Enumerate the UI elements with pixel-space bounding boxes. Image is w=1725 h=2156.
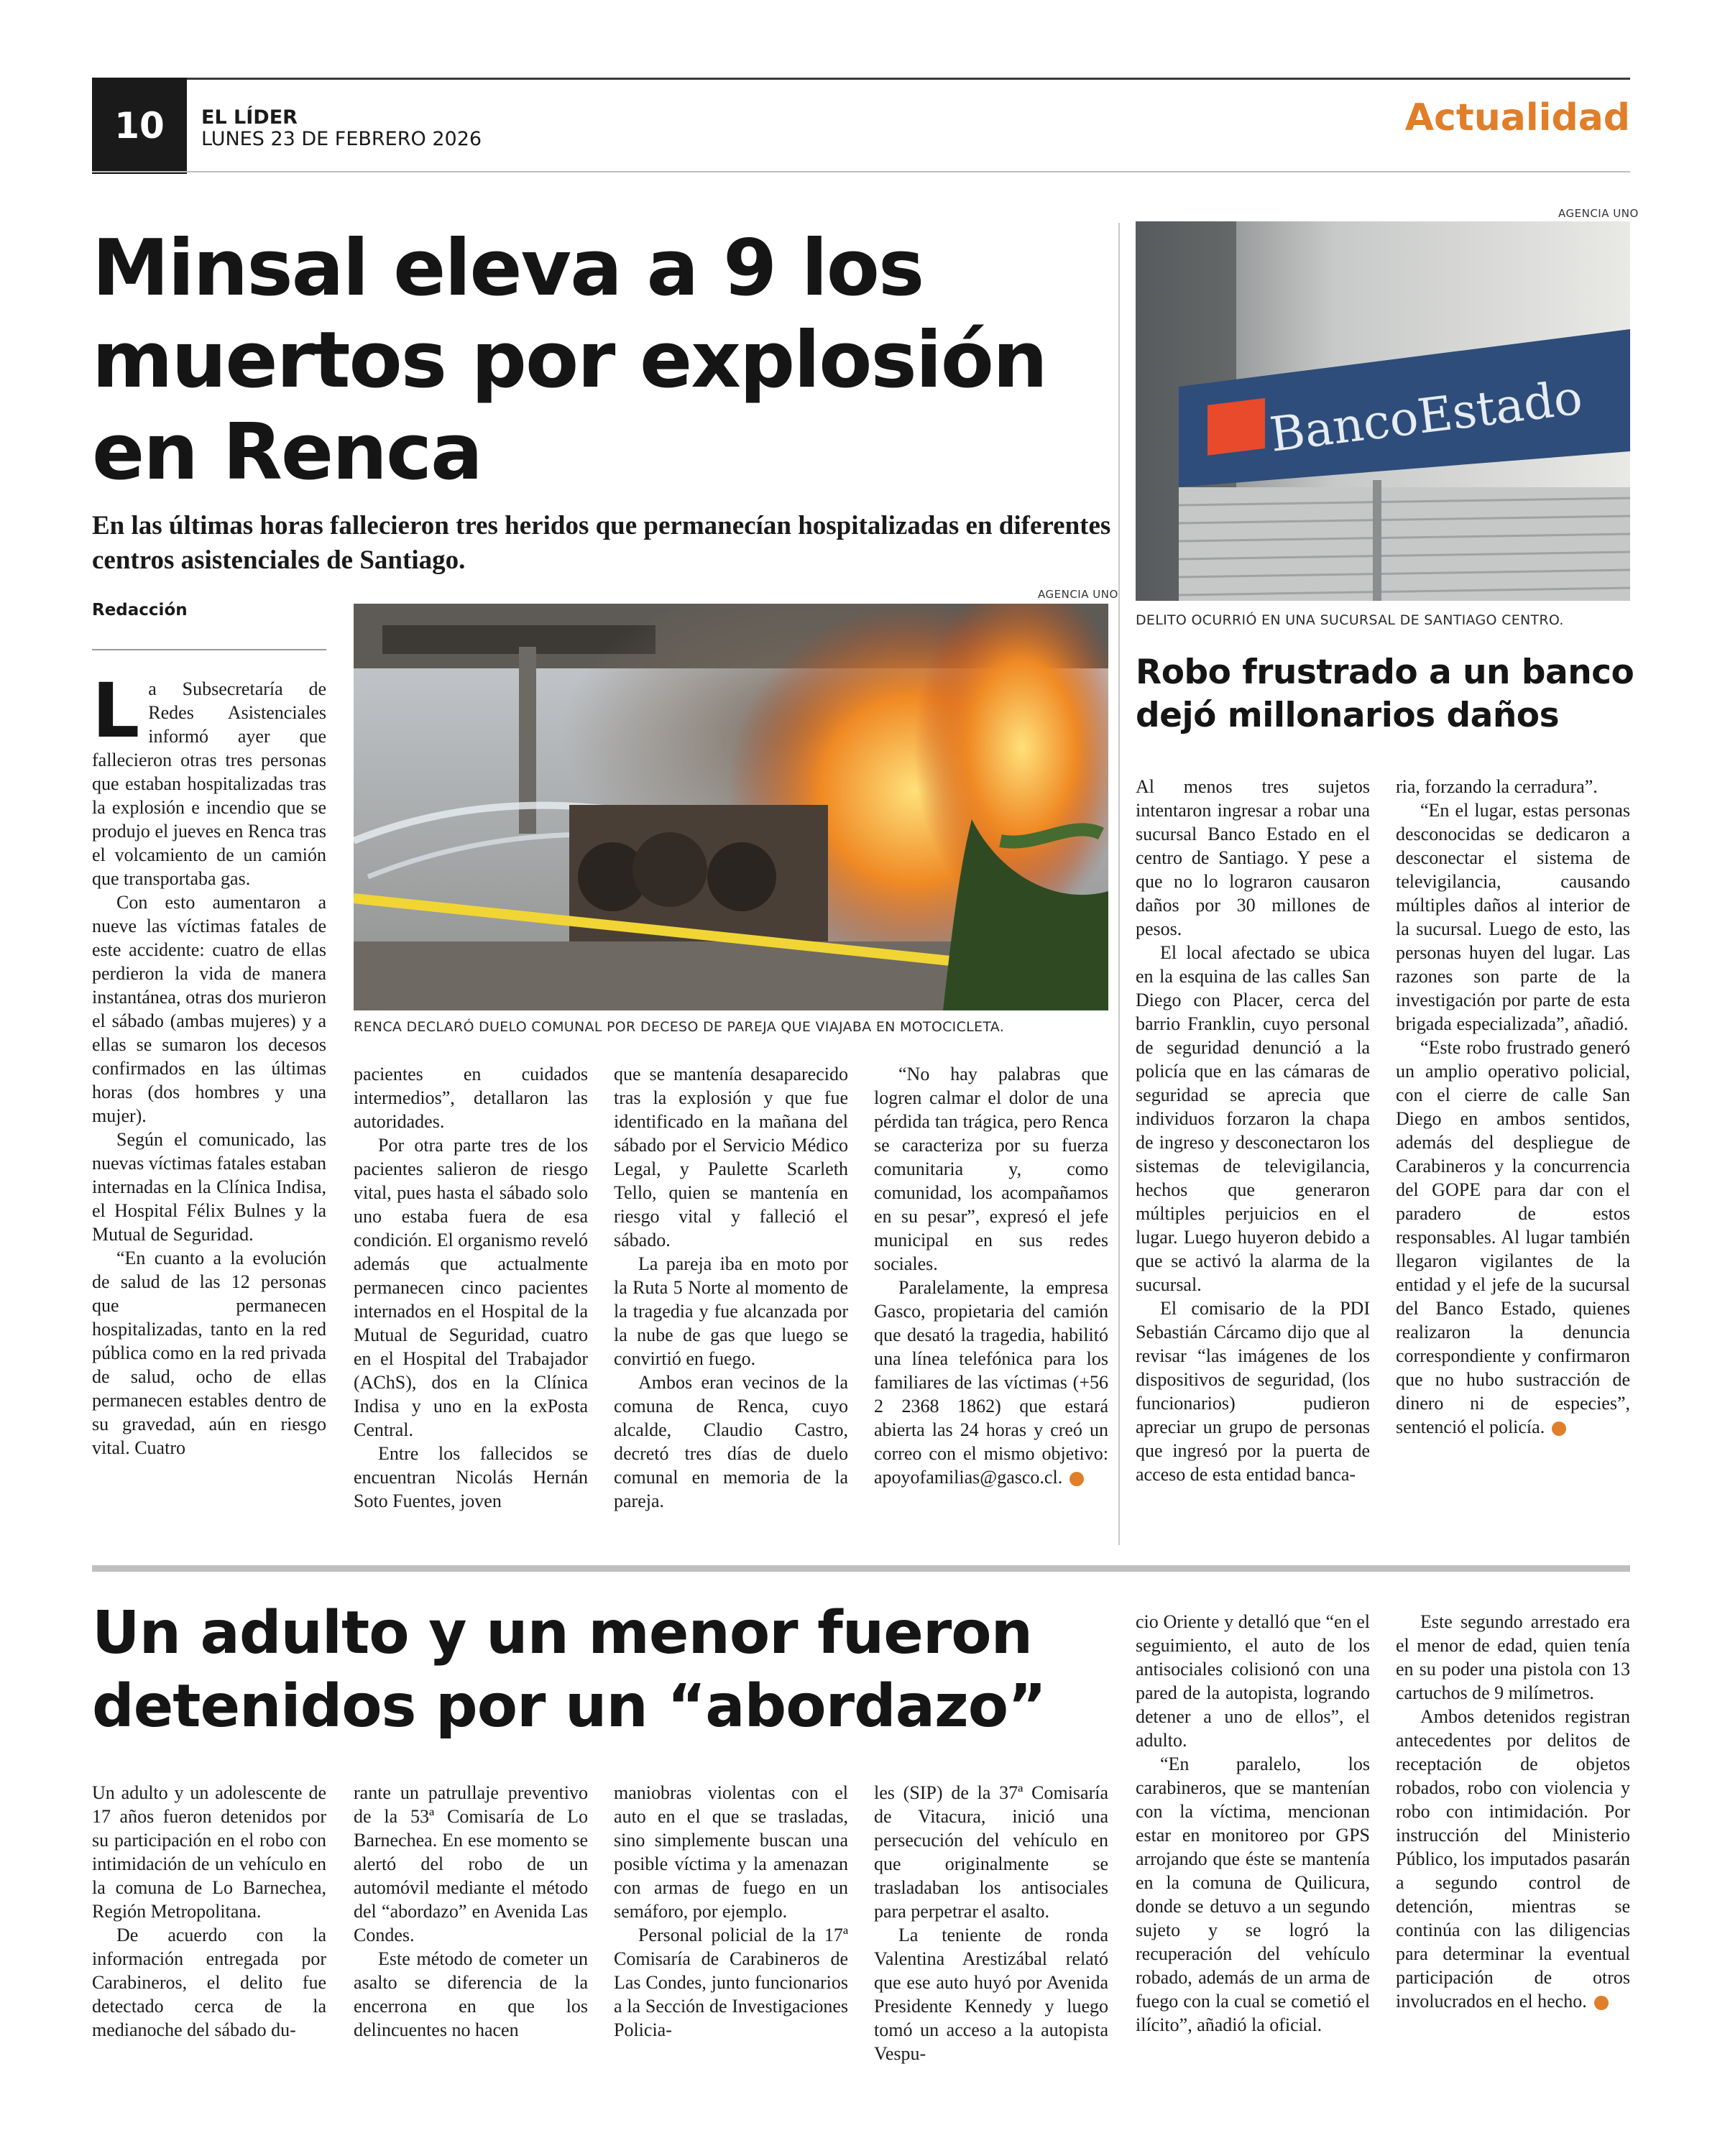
side-column-2	[1396, 775, 1630, 1439]
side-col1-para-3: El comisario de la PDI Sebastián Cárcamo dijo que al revisar “las imágenes de los dispositivos de seguridad, (los funcionarios) pudieron apreciar un grupo de personas que ingresó por la puerta de acceso de esta entidad banca-	[1136, 1298, 1370, 1485]
main-col3-para-1: que se mantenía desaparecido tras la explosión y que fue identificado en la mañana del sábado por el Servicio Médico Legal, y Paulette Scarleth Tello, quien se mantenía en riesgo vital y falleció el sábado.	[614, 1064, 848, 1250]
bank-photo-credit: AGENCIA UNO	[1558, 207, 1639, 220]
main-col3-para-3: Ambos eran vecinos de la comuna de Renca, cuyo alcalde, Claudio Castro, decretó tres días de duelo comunal en memoria de la pareja.	[614, 1372, 848, 1511]
main-column-1	[92, 667, 326, 1460]
top-rule	[92, 78, 1630, 80]
bottom-col2-para-1: rante un patrullaje preventivo de la 53ª Comisaría de Lo Barnechea. En ese momento se alertó del robo de un automóvil mediante el método del “abordazo” en Avenida Las Condes.	[354, 1782, 588, 1945]
main-photo-caption: RENCA DECLARÓ DUELO COMUNAL POR DECESO DE PAREJA QUE VIAJABA EN MOTOCICLETA.	[354, 1019, 1005, 1035]
bottom-col1-para-1: Un adulto y un adolescente de 17 años fueron detenidos por su participación en el robo con intimidación de un vehículo en la comuna de Lo Barnechea, Región Metropolitana.	[92, 1782, 326, 1922]
publication-name: EL LÍDER	[201, 106, 298, 129]
bottom-col6-para-1: Este segundo arrestado era el menor de edad, quien tenía en su poder una pistola con 13 cartuchos de 9 milímetros.	[1396, 1611, 1630, 1703]
bank-photo-caption: DELITO OCURRIÓ EN UNA SUCURSAL DE SANTIAGO CENTRO.	[1136, 612, 1564, 628]
drop-cap: L	[92, 667, 140, 755]
end-mark-icon: ✚	[1594, 1996, 1609, 2010]
bottom-col5-para-2: “En paralelo, los carabineros, que se mantenían con la víctima, mencionan estar en monitoreo por GPS arrojando que éste se mantenía en la comuna de Quilicura, donde se detuvo a un segundo sujeto y se logró la recuperación del vehículo robado, además de un arma de fuego con la cual se cometió el ilícito”, añadió la oficial.	[1136, 1754, 1370, 2035]
main-col3-para-2: La pareja iba en moto por la Ruta 5 Norte al momento de la tragedia y fue alcanzada por la nube de gas que luego se convirtió en fuego.	[614, 1253, 848, 1369]
main-photo-credit: AGENCIA UNO	[1038, 588, 1118, 601]
main-col4-para-2: Paralelamente, la empresa Gasco, propietaria del camión que desató la tragedia, habilitó una línea telefónica para los familiares de las víctimas (+56 2 2368 1862) que estará abierta las 24 horas y creó un correo con el mismo objetivo: apoyofamilias@gasco.cl. ✚	[874, 1277, 1108, 1488]
main-column-2	[354, 1062, 588, 1513]
section-divider	[92, 1565, 1630, 1572]
side-column-1	[1136, 775, 1370, 1486]
bottom-column-5	[1136, 1610, 1370, 2037]
bank-sign-text: BancoEstado	[1266, 369, 1586, 463]
main-column-3	[614, 1062, 848, 1513]
bottom-column-1	[92, 1781, 326, 2042]
bottom-col5-para-1: cio Oriente y detalló que “en el seguimiento, el auto de los antisociales colisionó con una pared de la autopista, logrando detener a uno de ellos”, el adulto.	[1136, 1611, 1370, 1751]
page-number: 10	[92, 78, 187, 174]
bottom-col4-para-2: La teniente de ronda Valentina Arestizábal relató que ese auto huyó por Avenida Presidente Kennedy y luego tomó un acceso a la autopista Vespu-	[874, 1925, 1108, 2064]
side-col1-para-1: Al menos tres sujetos intentaron ingresar a robar una sucursal Banco Estado en el centro de Santiago. Y pese a que no lo lograron causaron daños por 30 millones de pesos.	[1136, 776, 1370, 939]
main-deck: En las últimas horas fallecieron tres heridos que permanecían hospitalizadas en diferentes centros asistenciales de Santiago.	[92, 511, 1111, 575]
main-col1-para-1: La Subsecretaría de Redes Asistenciales informó ayer que fallecieron otras tres personas que estaban hospitalizadas tras la explosión e incendio que se produjo el jueves en Renca tras el volcamiento de un camión que transportaba gas.	[92, 667, 326, 889]
bottom-col3-para-1: maniobras violentas con el auto en el que se trasladas, sino simplemente buscan una posible víctima y la amenazan con armas de fuego en un semáforo, por ejemplo.	[614, 1782, 848, 1922]
bottom-headline: Un adulto y un menor fueron detenidos por un “abordazo”	[92, 1599, 1046, 1741]
bottom-col2-para-2: Este método de cometer un asalto se diferencia de la encerrona en que los delincuentes no hacen	[354, 1948, 588, 2040]
bottom-col3-para-2: Personal policial de la 17ª Comisaría de Carabineros de Las Condes, junto funcionarios a la Sección de Investigaciones Policia-	[614, 1925, 848, 2040]
main-column-4	[874, 1062, 1108, 1489]
byline-rule	[92, 649, 326, 650]
bottom-column-2	[354, 1781, 588, 2042]
main-col2-para-1: pacientes en cuidados intermedios”, detallaron las autoridades.	[354, 1064, 588, 1132]
column-separator	[1118, 223, 1120, 1545]
header-rule	[92, 171, 1630, 172]
main-col2-para-2: Por otra parte tres de los pacientes salieron de riesgo vital, pues hasta el sábado solo uno estaba fuera de esa condición. El organismo reveló además que actualmente permanecen cinco pacientes internados en el Hospital de la Mutual de Seguridad, cuatro en el Hospital del Trabajador (AChS), dos en la Clínica Indisa y uno en la exPosta Central.	[354, 1135, 588, 1440]
explosion-photo	[354, 604, 1108, 1010]
main-col2-para-3: Entre los fallecidos se encuentran Nicolás Hernán Soto Fuentes, joven	[354, 1443, 588, 1511]
publication-date: LUNES 23 DE FEBRERO 2026	[201, 128, 482, 150]
explosion-photo-image	[354, 604, 1108, 1010]
bottom-column-6	[1396, 1610, 1630, 2013]
main-headline: Minsal eleva a 9 los muertos por explosión en Renca	[92, 224, 1046, 497]
bottom-col4-para-1: les (SIP) de la 37ª Comisaría de Vitacura, inició una persecución del vehículo en que originalmente se trasladaban los antisociales para perpetrar el asalto.	[874, 1782, 1108, 1922]
bank-photo	[1136, 221, 1630, 601]
bottom-col1-para-2: De acuerdo con la información entregada por Carabineros, el delito fue detectado cerca de la medianoche del sábado du-	[92, 1925, 326, 2040]
bottom-column-4	[874, 1781, 1108, 2065]
section-label: Actualidad	[1404, 96, 1630, 139]
side-col1-para-2: El local afectado se ubica en la esquina de las calles San Diego con Placer, cerca del barrio Franklin, cuyo personal de seguridad denunció a la policía que en las cámaras de seguridad se aprecia que individuos forzaron la chapa de ingreso y desconectaron los sistemas de televigilancia, hechos que generaron múltiples perjuicios en el lugar. Luego huyeron debido a que se activó la alarma de la sucursal.	[1136, 942, 1370, 1295]
main-col1-para-3: Según el comunicado, las nuevas víctimas fatales estaban internadas en la Clínica Indisa, el Hospital Félix Bulnes y la Mutual de Seguridad.	[92, 1129, 326, 1245]
byline: Redacción	[92, 601, 188, 619]
end-mark-icon: ✚	[1070, 1472, 1084, 1486]
bottom-col6-para-2: Ambos detenidos registran antecedentes por delitos de receptación de objetos robados, robo con violencia y robo con intimidación. Por instrucción del Ministerio Público, los imputados pasarán a segundo control de detención, mientras se continúa con las diligencias para determinar la eventual participación de otros involucrados en el hecho. ✚	[1396, 1706, 1630, 2012]
bank-photo-image	[1136, 221, 1630, 601]
main-col1-para-4: “En cuanto a la evolución de salud de las 12 personas que permanecen hospitalizadas, tanto en la red pública como en la red privada de salud, ocho de ellas permanecen estables dentro de su gravedad, aún en riesgo vital. Cuatro	[92, 1248, 326, 1458]
side-col2-para-1: ria, forzando la cerradura”.	[1396, 776, 1598, 797]
main-col4-para-1: “No hay palabras que logren calmar el dolor de una pérdida tan trágica, pero Renca se caracteriza por su fuerza comunitaria y, como comunidad, los acompañamos en su pesar”, expresó el jefe municipal en sus redes sociales.	[874, 1064, 1108, 1274]
side-headline: Robo frustrado a un banco dejó millonarios daños	[1136, 653, 1634, 735]
side-col2-para-2: “En el lugar, estas personas desconocidas se dedicaron a desconectar el sistema de televigilancia, causando múltiples daños al interior de la sucursal. Luego de esto, las personas huyen del lugar. Las razones son parte de la investigación por parte de esta brigada especializada”, añadió.	[1396, 800, 1630, 1034]
side-col2-para-3: “Este robo frustrado generó un amplio operativo policial, con el cierre de calle San Diego en ambos sentidos, además del despliegue de Carabineros y la concurrencia del GOPE para dar con el paradero de estos responsables. Al lugar también llegaron vigilantes de la entidad y el jefe de la sucursal del Banco Estado, quienes realizaron la denuncia correspondiente y confirmaron que no hubo sustracción de dinero ni de especies”, sentenció el policía. ✚	[1396, 1037, 1630, 1437]
main-col1-para-2: Con esto aumentaron a nueve las víctimas fatales de este accidente: cuatro de ellas perdieron la vida de manera instantánea, otras dos murieron el sábado (ambas mujeres) y a ellas se sumaron los decesos confirmados en las últimas horas (dos hombres y una mujer).	[92, 892, 326, 1126]
bottom-column-3	[614, 1781, 848, 2042]
end-mark-icon: ✚	[1552, 1422, 1566, 1436]
